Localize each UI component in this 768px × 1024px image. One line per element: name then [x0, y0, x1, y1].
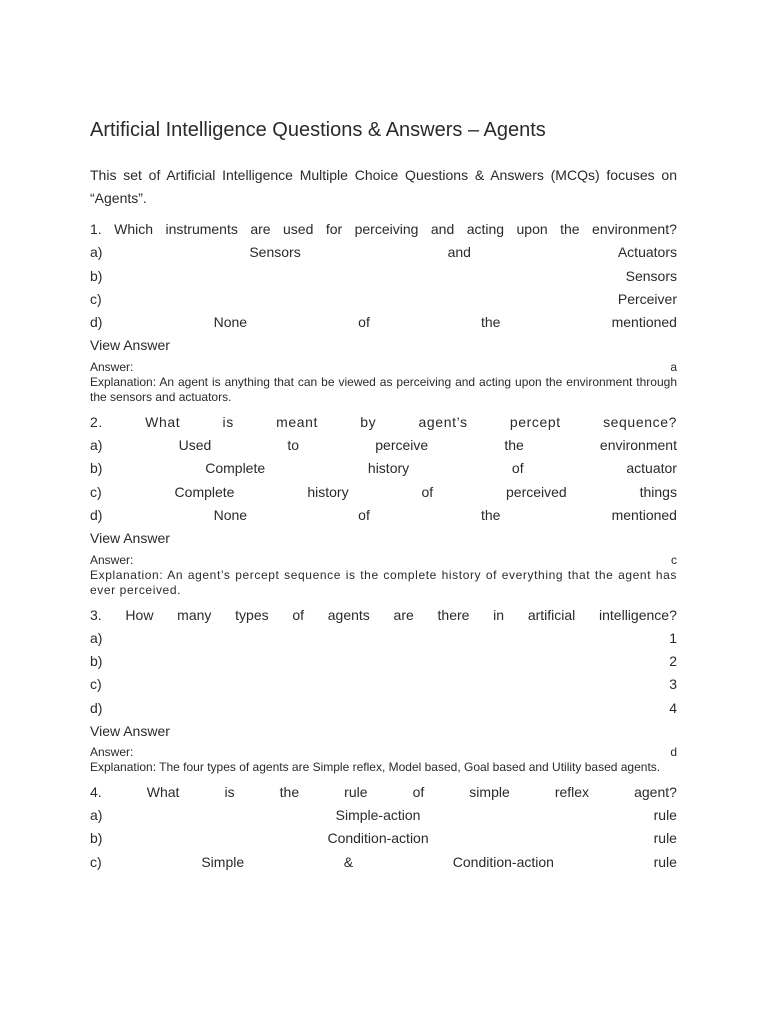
word: 2	[669, 653, 677, 670]
answer-value: d	[670, 745, 677, 760]
word: is	[222, 413, 234, 430]
word: None	[213, 506, 248, 523]
word: Actuators	[617, 244, 677, 261]
word: Simple-action	[335, 807, 421, 824]
explanation: Explanation: An agent is anything that can be viewed as perceiving and acting upon the environment through the sensors and actuators.	[90, 374, 677, 405]
word: sequence?	[603, 413, 677, 430]
view-answer-link[interactable]: View Answer	[90, 723, 170, 740]
word: Perceiver	[617, 290, 677, 307]
word: the	[480, 314, 501, 331]
answer-option	[90, 265, 677, 288]
word: b)	[90, 267, 103, 284]
word: perceive	[375, 437, 429, 454]
word: Which	[114, 221, 154, 237]
word: rule	[653, 830, 677, 847]
word: Complete	[174, 483, 235, 500]
explanation: Explanation: The four types of agents are Simple reflex, Model based, Goal based and Utility based agents.	[90, 760, 661, 775]
word: a)	[90, 807, 103, 824]
answer-label: Answer:	[90, 552, 134, 567]
word: perceiving	[354, 221, 419, 237]
word: of	[292, 606, 305, 623]
word: rule	[653, 853, 677, 870]
answer-option	[90, 697, 677, 720]
word: Used	[178, 437, 212, 454]
word: instruments	[165, 221, 238, 237]
word: 4.	[90, 783, 102, 800]
answer-option	[90, 481, 677, 504]
answer-option	[90, 434, 677, 457]
word: rule	[344, 783, 368, 800]
word: d)	[90, 699, 103, 716]
word: types	[235, 606, 269, 623]
word: history	[367, 460, 410, 477]
answer-value: a	[670, 359, 677, 374]
word: mentioned	[611, 506, 677, 523]
word: b)	[90, 653, 103, 670]
page-title: Artificial Intelligence Questions & Answers – Agents	[90, 119, 546, 141]
word: 3.	[90, 606, 102, 623]
word: Sensors	[249, 244, 301, 261]
word: a)	[90, 629, 103, 646]
word: 4	[669, 699, 677, 716]
answer-option	[90, 851, 677, 874]
question-text	[90, 411, 677, 434]
answer-option	[90, 311, 677, 334]
word: of	[412, 783, 425, 800]
word: used	[283, 221, 314, 237]
word: Condition-action	[452, 853, 554, 870]
word: What	[145, 413, 181, 430]
word: perceived	[506, 483, 567, 500]
word: c)	[90, 676, 102, 693]
answer-row	[90, 745, 677, 760]
word: Complete	[205, 460, 266, 477]
word: things	[639, 483, 677, 500]
word: c)	[90, 483, 102, 500]
word: b)	[90, 460, 103, 477]
word: of	[358, 506, 370, 523]
word: by	[360, 413, 377, 430]
word: reflex	[554, 783, 590, 800]
word: b)	[90, 830, 103, 847]
word: are	[393, 606, 414, 623]
word: How	[125, 606, 154, 623]
answer-value: c	[671, 552, 677, 567]
question-list	[90, 218, 677, 874]
word: upon	[516, 221, 548, 237]
word: &	[343, 853, 354, 870]
word: and	[447, 244, 471, 261]
word: of	[511, 460, 524, 477]
word: d)	[90, 314, 103, 331]
question-block	[90, 411, 677, 599]
view-answer-link[interactable]: View Answer	[90, 337, 170, 354]
word: Sensors	[625, 267, 677, 284]
word: of	[421, 483, 434, 500]
answer-row	[90, 553, 677, 568]
word: 1	[669, 629, 677, 646]
word: mentioned	[611, 314, 677, 331]
question-text	[90, 781, 677, 804]
word: and	[430, 221, 455, 237]
word: is	[224, 783, 235, 800]
word: intelligence?	[599, 606, 677, 623]
word: rule	[653, 807, 677, 824]
word: meant	[276, 413, 318, 430]
word: agents	[327, 606, 370, 623]
question-block	[90, 604, 677, 776]
answer-option	[90, 673, 677, 696]
question-text	[90, 604, 677, 627]
word: many	[177, 606, 212, 623]
word: the	[560, 221, 580, 237]
word: are	[250, 221, 271, 237]
word: actuator	[626, 460, 677, 477]
answer-option	[90, 457, 677, 480]
word: to	[287, 437, 300, 454]
question-block	[90, 781, 677, 874]
intro-paragraph: This set of Artificial Intelligence Multiple Choice Questions & Answers (MCQs) focuses on “Agents”.	[90, 167, 677, 206]
word: agent’s	[418, 413, 468, 430]
answer-option	[90, 804, 677, 827]
word: history	[307, 483, 349, 500]
view-answer-link[interactable]: View Answer	[90, 530, 170, 547]
word: environment?	[592, 221, 677, 237]
word: acting	[466, 221, 505, 237]
answer-option	[90, 288, 677, 311]
question-text	[90, 218, 677, 241]
word: the	[504, 437, 524, 454]
document-content	[90, 116, 677, 874]
word: environment	[599, 437, 677, 454]
word: in	[493, 606, 505, 623]
word: the	[480, 506, 501, 523]
word: Condition-action	[327, 830, 429, 847]
word: artificial	[527, 606, 576, 623]
word: of	[358, 314, 370, 331]
word: Simple	[201, 853, 245, 870]
word: 2.	[90, 413, 103, 430]
word: the	[279, 783, 300, 800]
word: there	[437, 606, 470, 623]
word: a)	[90, 437, 103, 454]
explanation: Explanation: An agent’s percept sequence is the complete history of everything that the agent has ever perceived.	[90, 567, 677, 598]
word: d)	[90, 506, 103, 523]
word: None	[213, 314, 248, 331]
word: agent?	[634, 783, 677, 800]
answer-option	[90, 827, 677, 850]
word: c)	[90, 853, 102, 870]
answer-option	[90, 627, 677, 650]
word: c)	[90, 290, 102, 307]
word: simple	[469, 783, 510, 800]
word: What	[146, 783, 180, 800]
word: percept	[509, 413, 561, 430]
word: for	[325, 221, 343, 237]
word: a)	[90, 244, 103, 261]
answer-option	[90, 504, 677, 527]
answer-label: Answer:	[90, 745, 134, 760]
question-block	[90, 218, 677, 406]
word: 1.	[90, 221, 102, 237]
answer-option	[90, 650, 677, 673]
word: 3	[669, 676, 677, 693]
answer-label: Answer:	[90, 359, 134, 374]
answer-row	[90, 360, 677, 375]
answer-option	[90, 241, 677, 264]
